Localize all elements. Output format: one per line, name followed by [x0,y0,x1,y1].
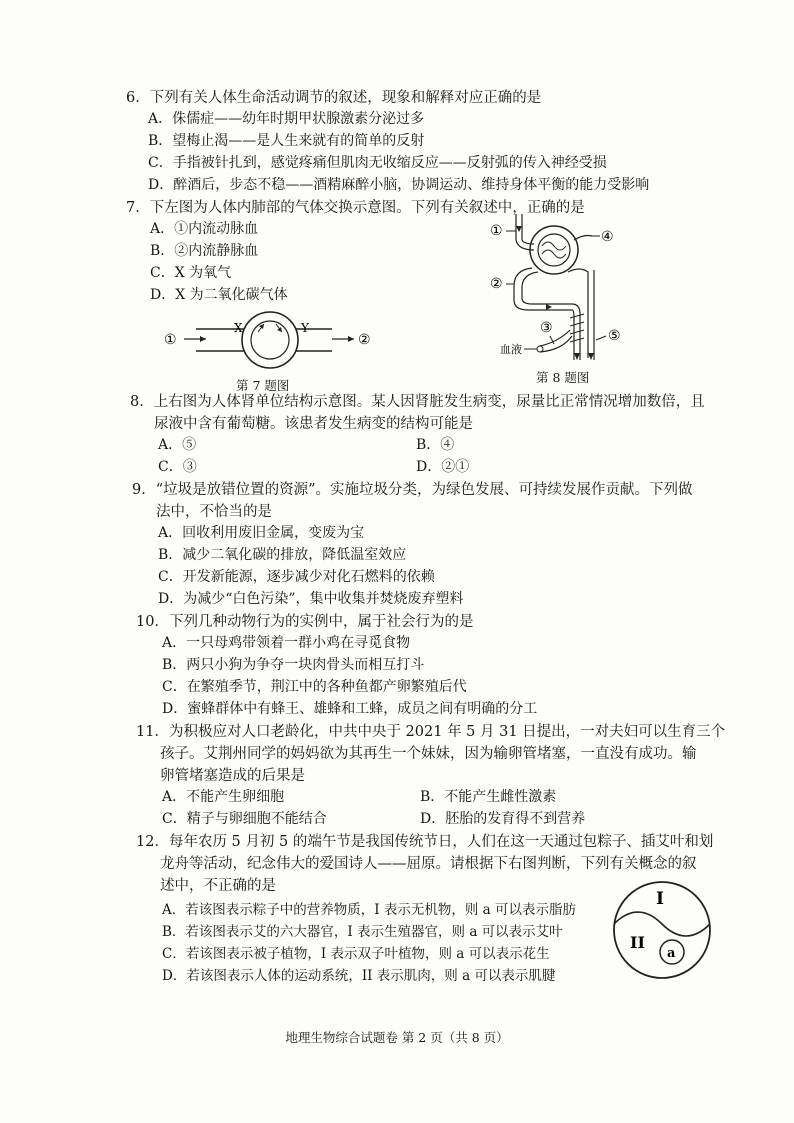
fig8-label-2: ② [490,276,503,292]
fig8-label-3: ③ [540,320,553,336]
fig7-label-1: ① [164,332,177,348]
fig7-label-2: ② [358,332,371,348]
q8-figure [488,210,638,370]
page-footer: 地理生物综合试题卷 第 2 页（共 8 页） [285,1030,509,1045]
q6-option-c: C．手指被针扎到，感觉疼痛但肌肉无收缩反应——反射弧的传入神经受损 [148,155,607,171]
q12-stem-line1: 12．每年农历 5 月初 5 的端午节是我国传统节日，人们在这一天通过包粽子、插艾叶和划 [136,834,714,850]
q6-option-d: D．醉酒后，步态不稳——酒精麻醉小脑，协调运动、维持身体平衡的能力受影响 [148,177,650,193]
q9-option-c: C．开发新能源，逐步减少对化石燃料的依赖 [158,569,435,585]
q7-option-a: A．①内流动脉血 [150,221,259,237]
q9-option-d: D．为减少“白色污染”，集中收集并焚烧废弃塑料 [158,591,464,607]
q8-option-a: A．⑤ [158,437,197,453]
fig8-label-4: ④ [601,229,614,245]
q12-option-d: D．若该图表示人体的运动系统，II 表示肌肉，则 a 可以表示肌腱 [162,968,556,984]
q8-option-c: C．③ [158,459,197,475]
q12-stem-line2: 龙舟等活动，纪念伟大的爱国诗人——屈原。请根据下右图判断，下列有关概念的叙 [160,856,697,872]
fig8-label-blood: 血液 [500,343,522,356]
q9-option-a: A．回收利用废旧金属，变废为宝 [158,525,365,541]
q12-option-c: C．若该图表示被子植物，I 表示双子叶植物，则 a 可以表示花生 [162,946,550,962]
q6-option-b: B．望梅止渴——是人生来就有的简单的反射 [148,133,425,149]
q8-stem-line2: 尿液中含有葡萄糖。该患者发生病变的结构可能是 [154,416,473,432]
fig12-label-II: II [630,933,645,952]
q9-stem-line1: 9．“垃圾是放错位置的资源”。实施垃圾分类，为绿色发展、可持续发展作贡献。下列做 [132,482,693,498]
q8-option-d: D．②① [416,459,470,475]
q6-option-a: A．侏儒症——幼年时期甲状腺激素分泌过多 [148,111,425,127]
q12-stem-line3: 述中，不正确的是 [160,878,276,894]
q9-stem-line2: 法中，不恰当的是 [156,504,272,520]
q8-option-b: B．④ [416,437,455,453]
fig12-label-I: I [656,889,664,909]
q7-option-c: C．X 为氧气 [150,265,232,281]
q12-option-a: A．若该图表示粽子中的营养物质，I 表示无机物，则 a 可以表示脂肪 [162,902,577,918]
q10-option-b: B．两只小狗为争夺一块肉骨头而相互打斗 [162,657,425,673]
q11-stem-line3: 卵管堵塞造成的后果是 [160,768,305,784]
fig12-label-a: a [667,946,676,961]
q10-option-d: D．蜜蜂群体中有蜂王、雄蜂和工蜂，成员之间有明确的分工 [162,701,538,717]
fig7-label-y: Y [301,321,309,335]
q7-figure-caption: 第 7 题图 [236,378,290,393]
q10-option-a: A．一只母鸡带领着一群小鸡在寻觅食物 [162,635,411,651]
fig8-label-1: ① [490,223,503,239]
q8-figure-caption: 第 8 题图 [536,370,590,385]
q7-stem: 7．下左图为人体内肺部的气体交换示意图。下列有关叙述中，正确的是 [126,200,585,216]
q7-option-b: B．②内流静脉血 [150,243,259,259]
q9-option-b: B．减少二氧化碳的排放，降低温室效应 [158,547,407,563]
q12-figure [610,878,714,982]
q11-option-b: B．不能产生雌性激素 [420,789,557,805]
q7-option-d: D．X 为二氧化碳气体 [150,287,288,303]
q12-option-b: B．若该图表示艾的六大器官，I 表示生殖器官，则 a 可以表示艾叶 [162,924,563,940]
q11-option-c: C．精子与卵细胞不能结合 [162,811,327,827]
fig7-label-x: X [234,321,243,335]
q11-option-a: A．不能产生卵细胞 [162,789,285,805]
q11-stem-line1: 11．为积极应对人口老龄化，中共中央于 2021 年 5 月 31 日提出，一对夫妇可以生育三个 [136,724,726,740]
q8-stem-line1: 8．上右图为人体肾单位结构示意图。某人因肾脏发生病变，尿量比正常情况增加数倍，且 [130,394,705,410]
q7-figure [160,310,380,372]
q10-stem: 10．下列几种动物行为的实例中，属于社会行为的是 [136,614,474,630]
fig8-label-5: ⑤ [608,328,621,344]
q10-option-c: C．在繁殖季节，荆江中的各种鱼都产卵繁殖后代 [162,679,467,695]
q6-stem: 6．下列有关人体生命活动调节的叙述，现象和解释对应正确的是 [126,90,542,106]
q11-option-d: D．胚胎的发育得不到营养 [420,811,586,827]
q11-stem-line2: 孩子。艾荆州同学的妈妈欲为其再生一个妹妹，因为输卵管堵塞，一直没有成功。输 [160,746,697,762]
